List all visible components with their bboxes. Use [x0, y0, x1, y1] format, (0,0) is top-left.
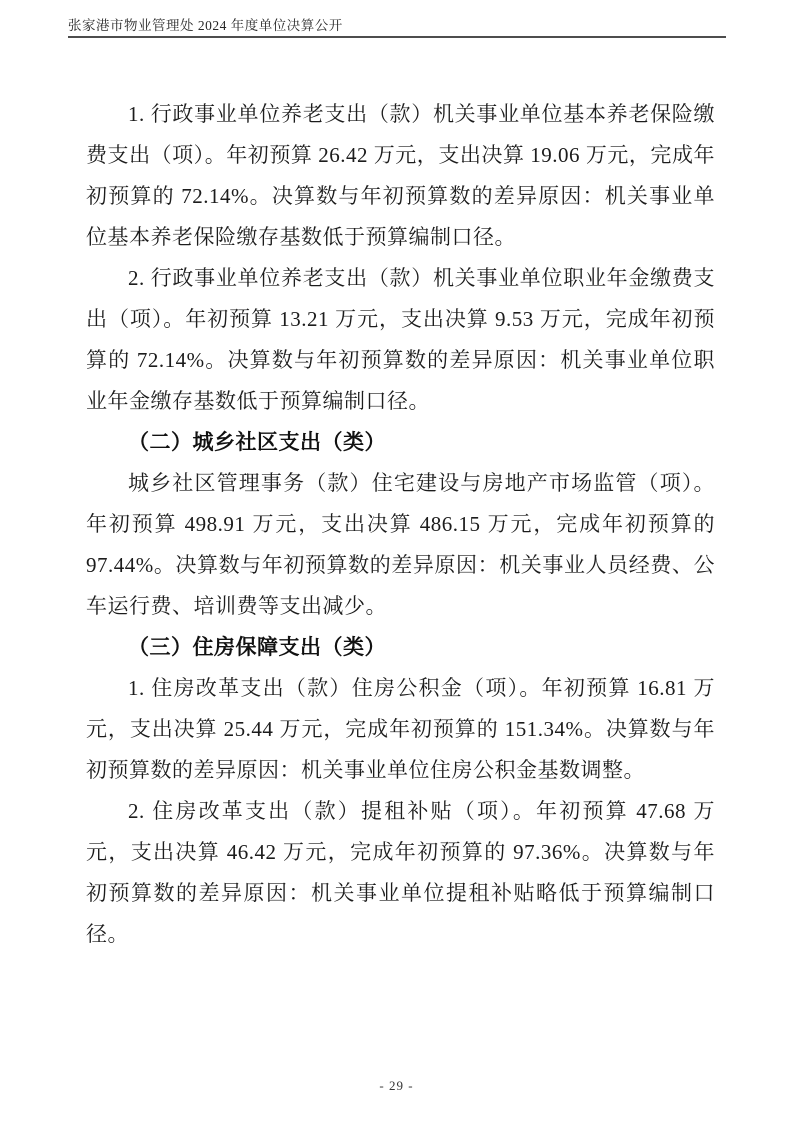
- header-divider: [68, 36, 726, 38]
- paragraph-pension-basic: 1. 行政事业单位养老支出（款）机关事业单位基本养老保险缴费支出（项）。年初预算 26.42 万元，支出决算 19.06 万元，完成年初预算的 72.14%。决算数与年初预算数的差异原因：机关事业单位基本养老保险缴存基数低于预算编制口径。: [86, 102, 715, 249]
- page-footer: [0, 1078, 793, 1094]
- section-heading-housing-security: （三）住房保障支出（类）: [128, 635, 386, 659]
- paragraph-pension-annuity: 2. 行政事业单位养老支出（款）机关事业单位职业年金缴费支出（项）。年初预算 13.21 万元，支出决算 9.53 万元，完成年初预算的 72.14%。决算数与年初预算数的差异原因：机关事业单位职业年金缴存基数低于预算编制口径。: [86, 266, 715, 413]
- document-header-title: 张家港市物业管理处 2024 年度单位决算公开: [68, 18, 343, 33]
- paragraph-rent-subsidy: 2. 住房改革支出（款）提租补贴（项）。年初预算 47.68 万元，支出决算 46.42 万元，完成年初预算的 97.36%。决算数与年初预算数的差异原因：机关事业单位提租补贴略低于预算编制口径。: [86, 799, 715, 946]
- paragraph-community-management: 城乡社区管理事务（款）住宅建设与房地产市场监管（项）。年初预算 498.91 万元，支出决算 486.15 万元，完成年初预算的 97.44%。决算数与年初预算数的差异原因：机关事业人员经费、公车运行费、培训费等支出减少。: [86, 471, 715, 618]
- section-heading-urban-rural-community: （二）城乡社区支出（类）: [128, 430, 386, 454]
- document-body: [86, 94, 715, 955]
- paragraph-housing-fund: 1. 住房改革支出（款）住房公积金（项）。年初预算 16.81 万元，支出决算 25.44 万元，完成年初预算的 151.34%。决算数与年初预算数的差异原因：机关事业单位住房公积金基数调整。: [86, 676, 715, 782]
- page-number: - 29 -: [379, 1078, 414, 1093]
